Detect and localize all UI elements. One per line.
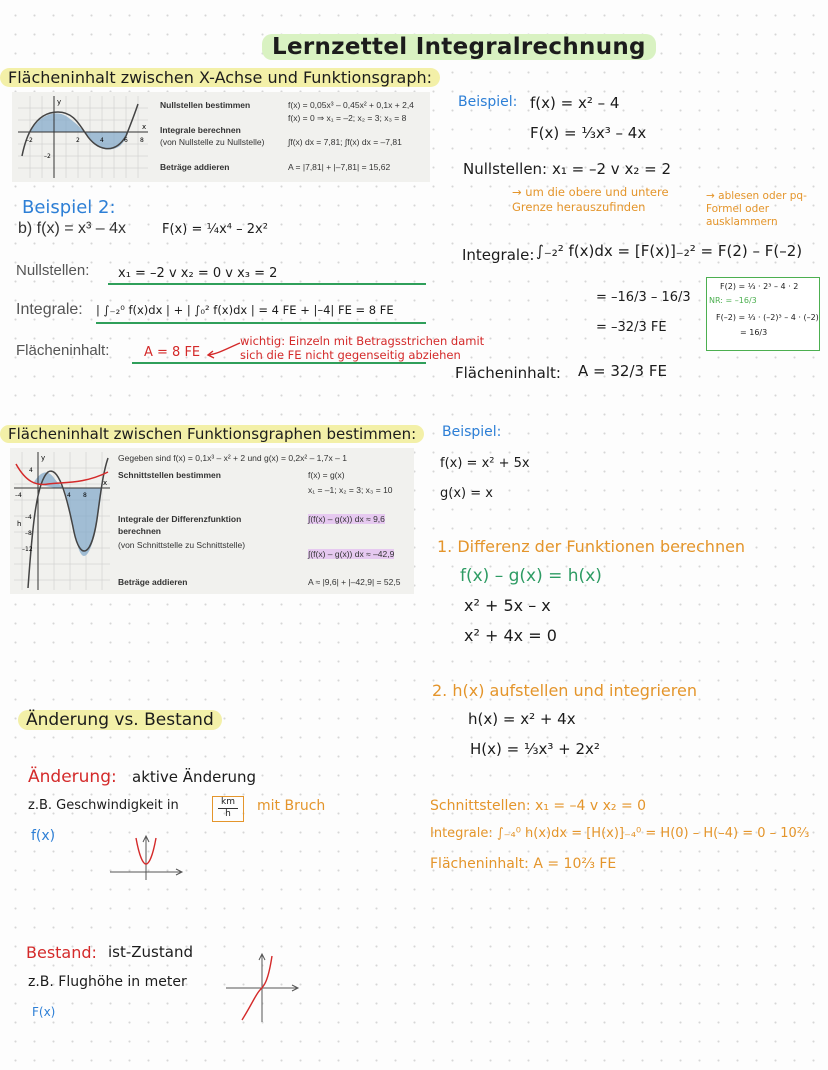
- section2-step2-b: H(x) = ⅓x³ + 2x²: [470, 740, 600, 758]
- section2-graph-tick: –4: [15, 492, 22, 499]
- section2-schnittstellen: Schnittstellen: x₁ = –4 v x₂ = 0: [430, 798, 647, 814]
- section2-graph: [14, 452, 110, 590]
- section2-step1-c: x² + 4x = 0: [464, 626, 557, 645]
- section1-graph: [18, 96, 148, 178]
- example1-note-a: → um die obere und untere Grenze herauszufinden: [512, 185, 669, 214]
- section1-heading-text: Flächeninhalt zwischen X-Achse und Funktionsgraph:: [0, 68, 440, 87]
- example2-area-underline: [132, 362, 426, 364]
- section2-heading: [0, 424, 424, 443]
- example1-nullstellen-label: Nullstellen:: [463, 160, 548, 178]
- aenderung-example: z.B. Geschwindigkeit in: [28, 798, 179, 813]
- side-calc-line-a: F(2) = ⅓ · 2³ – 4 · 2: [720, 282, 799, 291]
- section2-row2-math-b: ∫(f(x) – g(x)) dx ≈ –42,9: [308, 549, 395, 559]
- section3-heading-text: Änderung vs. Bestand: [18, 710, 222, 730]
- section2-graph-x-label: x: [103, 479, 108, 487]
- bestand-label: Bestand:: [26, 943, 97, 962]
- section2-flaecheninhalt: Flächeninhalt: A = 10⅔ FE: [430, 856, 617, 872]
- section2-row2-math-a: ∫(f(x) – g(x)) dx ≈ 9,6: [308, 514, 385, 524]
- section2-row3-math: A ≈ |9,6| + |–42,9| = 52,5: [308, 577, 401, 587]
- section2-step1-b: x² + 5x – x: [464, 596, 551, 615]
- example2-note: wichtig: Einzeln mit Betragsstrichen damit sich die FE nicht gegenseitig abziehen: [240, 334, 485, 362]
- section2-step2-title: 2. h(x) aufstellen und integrieren: [432, 681, 697, 700]
- example2-integrale-underline: [96, 322, 426, 324]
- section1-graph-tick: 2: [76, 137, 80, 144]
- section3-heading: [18, 710, 222, 730]
- bestand-example: z.B. Flughöhe in meter: [28, 974, 187, 990]
- section1-row1-math-b: f(x) = 0 ⇒ x₁ = –2; x₂ = 3; x₃ = 8: [288, 113, 407, 123]
- side-calc-line-b: NR: = –16/3: [709, 296, 757, 305]
- section2-integrale: Integrale: ∫₋₄⁰ h(x)dx = [H(x)]₋₄⁰ = H(0) – H(–4) = 0 – 10⅔: [430, 826, 810, 841]
- bestand-fx: F(x): [32, 1005, 56, 1019]
- aenderung-text: aktive Änderung: [132, 768, 257, 786]
- section2-step2-a: h(x) = x² + 4x: [468, 710, 576, 728]
- aenderung-bruch: mit Bruch: [257, 798, 326, 814]
- section2-graph-y-label: y: [41, 454, 46, 462]
- section2-example-f: f(x) = x² + 5x: [440, 456, 530, 471]
- section1-graph-tick: –2: [44, 153, 51, 160]
- aenderung-graph: [110, 834, 186, 880]
- section2-graph-tick: –12: [22, 546, 33, 553]
- section2-graph-tick: 8: [83, 492, 87, 499]
- example2-nullstellen-value: x₁ = –2 v x₂ = 0 v x₃ = 2: [118, 266, 278, 281]
- unit-denominator: h: [225, 809, 231, 819]
- page-title-text: Lernzettel Integralrechnung: [262, 34, 656, 60]
- example1-nullstellen-value: x₁ = –2 v x₂ = 2: [552, 160, 671, 178]
- section2-row3-label: Beträge addieren: [118, 577, 188, 587]
- example1-integrale-label: Integrale:: [462, 246, 535, 264]
- section2-example-g: g(x) = x: [440, 486, 493, 501]
- section2-row1-math-b: x₁ = –1; x₂ = 3; x₃ = 10: [308, 485, 393, 495]
- section1-row3-label: Beträge addieren: [160, 162, 230, 172]
- section1-heading: [0, 68, 440, 87]
- example1-integrale-value: ∫₋₂² f(x)dx = [F(x)]₋₂² = F(2) – F(–2): [536, 242, 803, 260]
- example2-area-label: Flächeninhalt:: [16, 342, 110, 359]
- section1-graph-tick: –2: [26, 137, 33, 144]
- section1-graph-tick: 4: [100, 137, 104, 144]
- section1-graph-x-label: x: [142, 123, 147, 131]
- section1-row2-label-a: Integrale berechnen: [160, 125, 241, 135]
- page-title: [262, 34, 656, 60]
- side-calc-line-d: = 16/3: [740, 328, 768, 337]
- section1-row3-math: A = |7,81| + |–7,81| = 15,62: [288, 162, 391, 172]
- section1-row1-math-a: f(x) = 0,05x³ – 0,45x² + 0,1x + 2,4: [288, 100, 414, 110]
- section2-graph-tick: –8: [25, 530, 32, 537]
- section2-step1-title: 1. Differenz der Funktionen berechnen: [437, 537, 746, 556]
- side-calc-line-c: F(–2) = ⅓ · (–2)³ – 4 · (–2): [716, 313, 819, 322]
- example1-area-label: Flächeninhalt:: [455, 364, 561, 382]
- section2-row1-math-a: f(x) = g(x): [308, 470, 345, 480]
- section2-step1-a: f(x) – g(x) = h(x): [460, 566, 602, 586]
- section2-graph-tick: 4: [67, 492, 71, 499]
- example2-integrale-label: Integrale:: [16, 301, 83, 318]
- section2-row2-label-b: berechnen: [118, 526, 161, 536]
- section1-row2-math: ∫f(x) dx = 7,81; ∫f(x) dx = –7,81: [288, 137, 402, 147]
- section1-row2-label-b: (von Nullstelle zu Nullstelle): [160, 137, 265, 147]
- section2-heading-text: Flächeninhalt zwischen Funktionsgraphen bestimmen:: [0, 425, 424, 443]
- section2-given: Gegeben sind f(x) = 0,1x³ – x² + 2 und g(x) = 0,2x² – 1,7x – 1: [118, 453, 347, 463]
- example2-function: b) f(x) = x³ – 4x: [18, 220, 127, 237]
- aenderung-fx: f(x): [31, 828, 56, 844]
- section2-graph-tick: –4: [25, 514, 32, 521]
- section1-graph-y-label: y: [57, 98, 62, 106]
- unit-numerator: km: [218, 797, 238, 809]
- section1-graph-tick: 6: [124, 137, 128, 144]
- example2-nullstellen-underline: [108, 283, 426, 285]
- example1-label: Beispiel:: [458, 94, 518, 110]
- example2-nullstellen-label: Nullstellen:: [16, 262, 90, 279]
- section2-graph-tick: 4: [29, 467, 33, 474]
- section2-graph-h-label: h: [17, 520, 22, 528]
- section2-row2-label-a: Integrale der Differenzfunktion: [118, 514, 242, 524]
- example1-note-b: → ablesen oder pq-Formel oder ausklammern: [706, 190, 807, 228]
- example2-integrale-value: | ∫₋₂⁰ f(x)dx | + | ∫₀² f(x)dx | = 4 FE + |–4| FE = 8 FE: [96, 303, 394, 317]
- section2-row2-label-c: (von Schnittstelle zu Schnittstelle): [118, 540, 246, 550]
- bestand-text: ist-Zustand: [108, 943, 193, 961]
- example1-antiderivative: F(x) = ⅓x³ – 4x: [530, 124, 647, 142]
- example1-area-value: A = 32/3 FE: [578, 362, 667, 380]
- example2-area-value: A = 8 FE: [144, 345, 201, 360]
- example2-antiderivative: F(x) = ¼x⁴ – 2x²: [162, 222, 268, 237]
- section1-row1-label: Nullstellen bestimmen: [160, 100, 251, 110]
- arrow-icon: [204, 340, 242, 360]
- unit-box: [212, 796, 244, 822]
- section2-row1-label: Schnittstellen bestimmen: [118, 470, 221, 480]
- example2-label: Beispiel 2:: [22, 197, 116, 218]
- section2-example-label: Beispiel:: [442, 424, 502, 440]
- example1-step1: = –16/3 – 16/3: [596, 290, 691, 305]
- example1-function: f(x) = x² – 4: [530, 94, 620, 112]
- section1-graph-tick: 8: [140, 137, 144, 144]
- bestand-graph: [226, 952, 302, 1022]
- aenderung-label: Änderung:: [28, 767, 117, 787]
- example1-step2: = –32/3 FE: [596, 320, 667, 335]
